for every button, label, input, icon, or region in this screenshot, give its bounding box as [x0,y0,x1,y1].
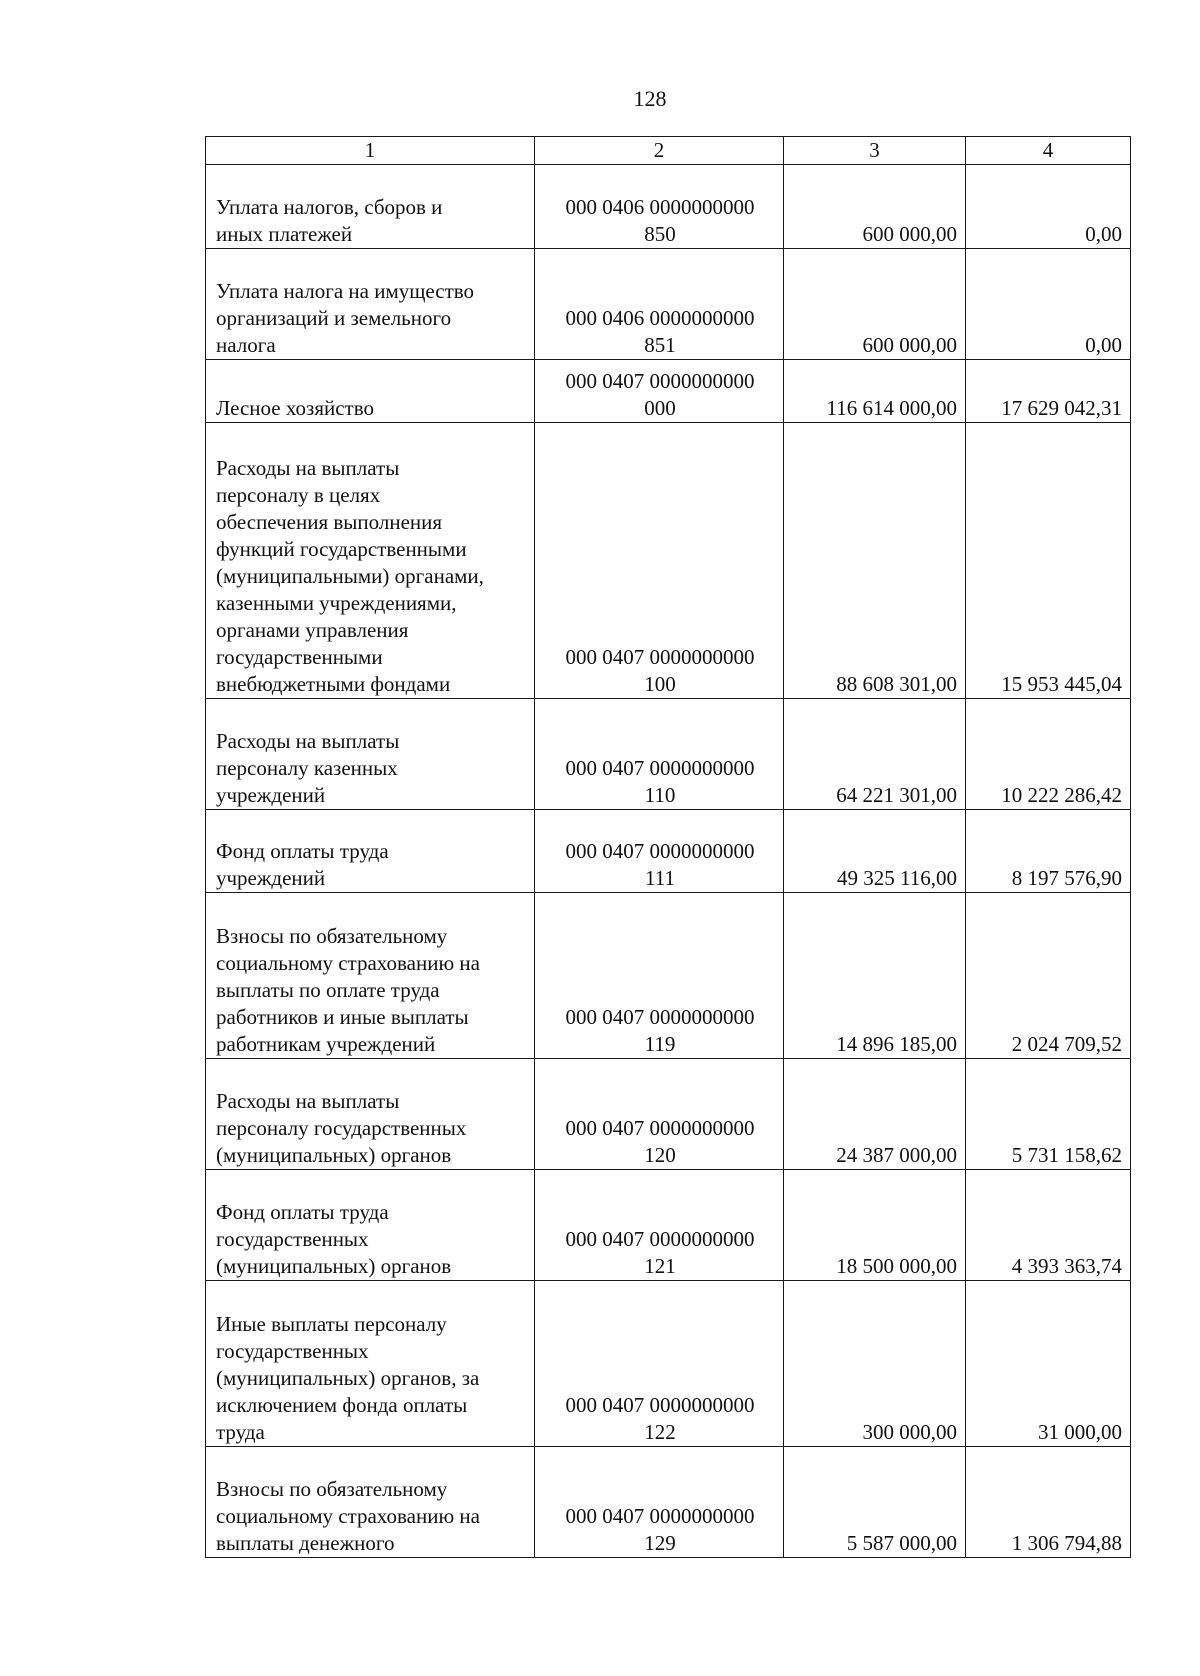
classification-code-cell: 000 0407 0000000000 111 [535,810,784,893]
expense-name-cell: Расходы на выплаты персоналу государственных (муниципальных) органов [206,1059,535,1170]
expense-name-cell: Уплата налога на имущество организаций и земельного налога [206,249,535,360]
table-row [206,1447,1131,1558]
executed-amount-cell: 0,00 [966,165,1131,249]
expense-name-cell: Лесное хозяйство [206,360,535,423]
executed-amount-cell: 8 197 576,90 [966,810,1131,893]
expense-name-cell: Расходы на выплаты персоналу казенных учреждений [206,699,535,810]
executed-amount-cell: 10 222 286,42 [966,699,1131,810]
executed-amount-cell: 1 306 794,88 [966,1447,1131,1558]
executed-amount-cell: 17 629 042,31 [966,360,1131,423]
classification-code-cell: 000 0407 0000000000 120 [535,1059,784,1170]
table-row [206,360,1131,423]
executed-amount-cell: 31 000,00 [966,1281,1131,1447]
classification-code-cell: 000 0407 0000000000 122 [535,1281,784,1447]
column-header-4: 4 [966,137,1131,165]
expense-name-cell: Фонд оплаты труда государственных (муниципальных) органов [206,1170,535,1281]
classification-code-cell: 000 0406 0000000000 851 [535,249,784,360]
table-row [206,249,1131,360]
approved-amount-cell: 88 608 301,00 [784,423,966,699]
classification-code-cell: 000 0406 0000000000 850 [535,165,784,249]
page-number: 128 [633,86,667,111]
classification-code-cell: 000 0407 0000000000 110 [535,699,784,810]
expense-name-cell: Уплата налогов, сборов и иных платежей [206,165,535,249]
table-row [206,1059,1131,1170]
table-row [206,165,1131,249]
approved-amount-cell: 24 387 000,00 [784,1059,966,1170]
budget-table [205,136,1131,1558]
executed-amount-cell: 0,00 [966,249,1131,360]
table-row [206,893,1131,1059]
approved-amount-cell: 18 500 000,00 [784,1170,966,1281]
executed-amount-cell: 4 393 363,74 [966,1170,1131,1281]
approved-amount-cell: 64 221 301,00 [784,699,966,810]
expense-name-cell: Фонд оплаты труда учреждений [206,810,535,893]
column-header-2: 2 [535,137,784,165]
classification-code-cell: 000 0407 0000000000 000 [535,360,784,423]
executed-amount-cell: 5 731 158,62 [966,1059,1131,1170]
approved-amount-cell: 300 000,00 [784,1281,966,1447]
table-row [206,423,1131,699]
approved-amount-cell: 49 325 116,00 [784,810,966,893]
expense-name-cell: Расходы на выплаты персоналу в целях обеспечения выполнения функций государственными (муниципальными) органами, казенными учреждениями, органами управления государственными внебюджетными фондами [206,423,535,699]
executed-amount-cell: 2 024 709,52 [966,893,1131,1059]
column-header-3: 3 [784,137,966,165]
approved-amount-cell: 600 000,00 [784,249,966,360]
classification-code-cell: 000 0407 0000000000 121 [535,1170,784,1281]
executed-amount-cell: 15 953 445,04 [966,423,1131,699]
classification-code-cell: 000 0407 0000000000 119 [535,893,784,1059]
classification-code-cell: 000 0407 0000000000 129 [535,1447,784,1558]
column-header-1: 1 [206,137,535,165]
table-row [206,699,1131,810]
approved-amount-cell: 116 614 000,00 [784,360,966,423]
approved-amount-cell: 600 000,00 [784,165,966,249]
header-row [206,137,1131,165]
expense-name-cell: Иные выплаты персоналу государственных (муниципальных) органов, за исключением фонда оплаты труда [206,1281,535,1447]
classification-code-cell: 000 0407 0000000000 100 [535,423,784,699]
expense-name-cell: Взносы по обязательному социальному страхованию на выплаты денежного [206,1447,535,1558]
table-row [206,810,1131,893]
table-row [206,1170,1131,1281]
expense-name-cell: Взносы по обязательному социальному страхованию на выплаты по оплате труда работников и иные выплаты работникам учреждений [206,893,535,1059]
approved-amount-cell: 14 896 185,00 [784,893,966,1059]
table-row [206,1281,1131,1447]
approved-amount-cell: 5 587 000,00 [784,1447,966,1558]
